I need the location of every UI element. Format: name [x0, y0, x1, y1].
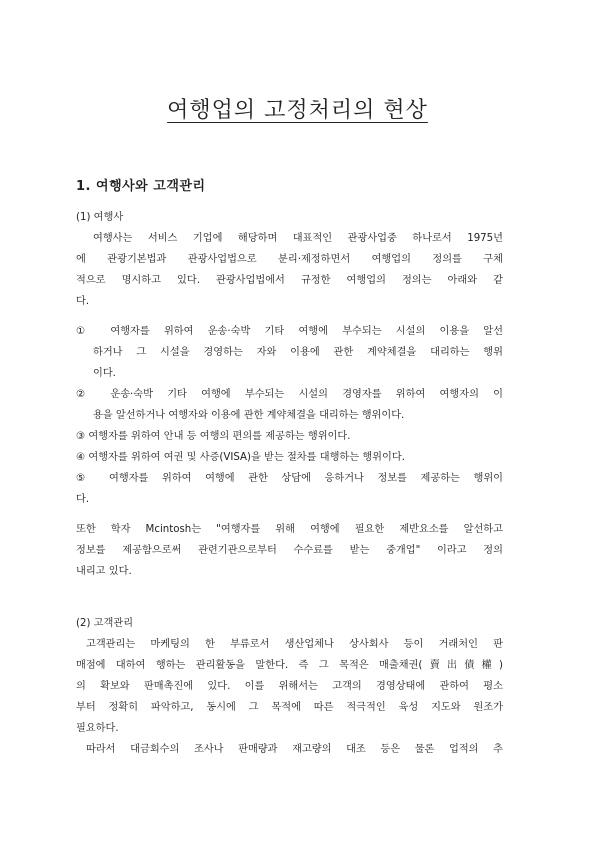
- paragraph-line: 정보를 제공함으로써 관련기관으로부터 수수료를 받는 중개업" 이라고 정의: [76, 545, 503, 556]
- paragraph-line: 부터 정확히 파악하고, 동시에 그 목적에 따른 적극적인 육성 지도와 원조가: [76, 702, 503, 713]
- document-title: 여행업의 고정처리의 현상: [167, 98, 428, 123]
- subsection-heading-travel-agency: (1) 여행사: [76, 212, 124, 223]
- section-heading-travel-agency-customer: 1. 여행사와 고객관리: [76, 179, 206, 194]
- list-item-line: 하거나 그 시설을 경영하는 자와 이용에 관한 계약체결을 대리하는 행위: [93, 347, 503, 358]
- paragraph-line: 다.: [76, 296, 90, 307]
- paragraph-line: 여행사는 서비스 기업에 해당하며 대표적인 관광사업중 하나로서 1975년: [93, 233, 503, 244]
- list-item-line: 용을 알선하거나 여행자와 이용에 관한 계약체결을 대리하는 행위이다.: [93, 410, 405, 421]
- paragraph-line: 고객관리는 마케팅의 한 부류로서 생산업체나 상사회사 등이 거래처인 판: [86, 639, 503, 650]
- paragraph-line: 내리고 있다.: [76, 566, 132, 577]
- paragraph-line: 또한 학자 Mcintosh는 "여행자를 위해 여행에 필요한 제반요소를 알선하고: [76, 524, 503, 535]
- list-item-line: ③ 여행자를 위하여 안내 등 여행의 편의를 제공하는 행위이다.: [76, 431, 351, 442]
- paragraph-line: 의 확보와 판매촉진에 있다. 이를 위해서는 고객의 경영상태에 관하여 평소: [76, 681, 503, 692]
- paragraph-line: 적으로 명시하고 있다. 관광사업법에서 규정한 여행업의 정의는 아래와 같: [76, 275, 503, 286]
- list-item-line: ④ 여행자를 위하여 여권 및 사증(VISA)을 받는 절차를 대행하는 행위이다.: [76, 452, 405, 463]
- subsection-heading-customer-management: (2) 고객관리: [76, 618, 134, 629]
- paragraph-line: 필요하다.: [76, 723, 119, 734]
- list-item-line: 다.: [76, 494, 90, 505]
- list-item-line: 이다.: [93, 368, 116, 379]
- paragraph-line: 매점에 대하여 행하는 관리활동을 말한다. 즉 그 목적은 매출채권(賣出債權): [76, 660, 503, 671]
- paragraph-line: 따라서 대금회수의 조사나 판매량과 재고량의 대조 등은 물론 업적의 추: [86, 744, 503, 755]
- paragraph-line: 에 관광기본법과 관광사업법으로 분리·제정하면서 여행업의 정의를 구체: [76, 254, 503, 265]
- list-item-line: ⑤ 여행자를 위하여 여행에 관한 상담에 응하거나 정보를 제공하는 행위이: [76, 473, 503, 484]
- list-item-line: ① 여행자를 위하여 운송·숙박 기타 여행에 부수되는 시설의 이용을 알선: [76, 326, 503, 337]
- list-item-line: ② 운송·숙박 기타 여행에 부수되는 시설의 경영자를 위하여 여행자의 이: [76, 389, 503, 400]
